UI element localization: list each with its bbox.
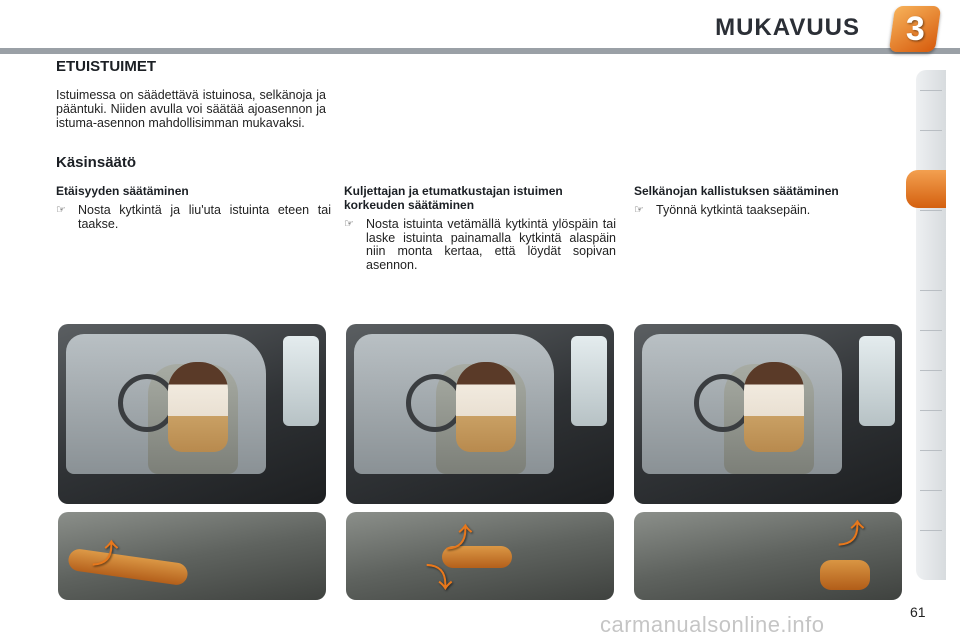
rear-window [859,336,895,426]
instruction-text: Työnnä kytkintä taaksepäin. [656,203,811,217]
up-arrow-icon: ⤴ [446,523,473,553]
tab-divider [920,490,942,491]
seat-distance-photo [58,324,326,504]
tab-divider [920,530,942,531]
instruction-text: Nosta istuinta vetämällä kytkintä ylöspäin tai laske istuinta painamalla kytkintä alaspäin niin monta kertaa, että löydät sopivan asennon. [366,217,616,272]
column-heading: Kuljettajan ja etumatkustajan istuimen korkeuden säätäminen [344,184,563,212]
backrest-adjust-column [634,184,904,218]
header-band [0,48,960,54]
curved-arrow-icon: ⤴ [92,539,119,569]
distance-lever [67,548,189,586]
curved-arrow-icon: ⤴ [838,519,865,549]
height-adjust-column [344,184,616,272]
pointing-hand-icon: ☞ [634,204,644,216]
intro-paragraph: Istuimessa on säädettävä istuinosa, selkänoja ja pääntuki. Niiden avulla voi säätää ajoasennon ja istuma-asennon mahdollisimman mukavaksi. [56,88,326,130]
instruction-item [634,204,904,218]
tab-divider [920,210,942,211]
page-number: 61 [910,604,926,620]
backrest-lever-detail [634,512,902,600]
pointing-hand-icon: ☞ [56,204,66,216]
chapter-number-badge [889,6,941,52]
chapter-number: 3 [905,9,925,48]
tab-divider [920,370,942,371]
height-lever-detail [346,512,614,600]
subsection-title: Käsinsäätö [56,154,137,171]
distance-adjust-column [56,184,331,231]
tab-divider [920,450,942,451]
pointing-hand-icon: ☞ [344,218,354,230]
tab-divider [920,410,942,411]
rear-window [283,336,319,426]
tab-divider [920,290,942,291]
backrest-lever [820,560,870,590]
page-header [0,0,960,60]
watermark: carmanualsonline.info [600,612,825,637]
section-title: ETUISTUIMET [56,58,156,75]
tab-divider [920,130,942,131]
instruction-item [344,218,616,272]
driver-figure [744,362,804,452]
seat-height-photo [346,324,614,504]
tab-divider [920,90,942,91]
column-heading: Selkänojan kallistuksen säätäminen [634,184,839,198]
chapter-tab-bar [916,70,946,580]
tab-divider [920,330,942,331]
chapter-title: MUKAVUUS [715,14,860,41]
rear-window [571,336,607,426]
instruction-item [56,204,331,231]
down-arrow-icon: ⤵ [426,563,453,593]
column-heading: Etäisyyden säätäminen [56,184,189,198]
distance-lever-detail [58,512,326,600]
driver-figure [168,362,228,452]
active-chapter-tab[interactable] [906,170,946,208]
driver-figure [456,362,516,452]
backrest-photo [634,324,902,504]
instruction-text: Nosta kytkintä ja liu'uta istuinta eteen tai taakse. [78,203,331,231]
